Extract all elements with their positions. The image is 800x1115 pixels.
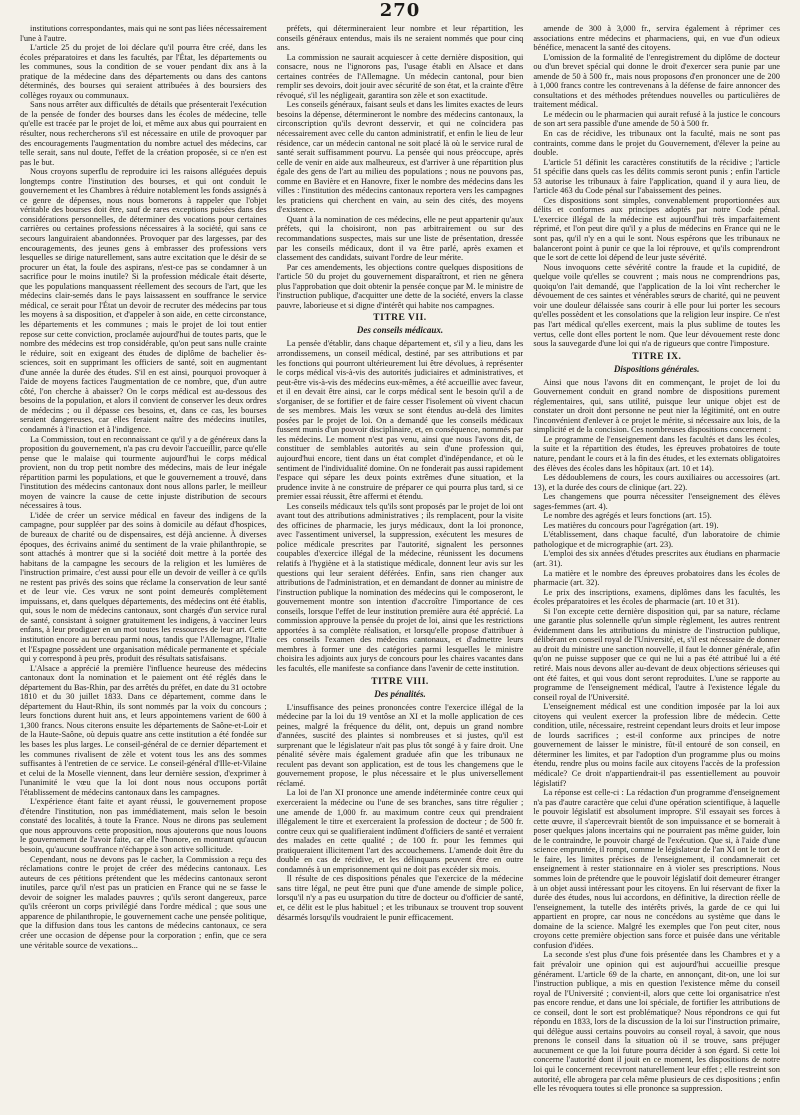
paragraph: amende de 300 à 3,000 fr., servira également à réprimer ces associations entre médecins et pharmaciens, qui, en vue d'un odieux bénéfice, menacent la santé des citoyens. [533, 24, 780, 53]
paragraph: préfets, qui détermineraient leur nombre et leur répartition, les conseils généraux entendus, mais ils ne seraient nommés que pour cinq ans. [276, 24, 524, 53]
paragraph: Cependant, nous ne devons pas le cacher, la Commission a reçu des réclamations contre le projet de créer des médecins cantonaux. Les auteurs de ces pétitions prétendent que les médecins cantonaux seront inutiles, parce qu'il n'est pas un praticien en France qui ne se fasse le devoir de soigner les malades pauvres ; qu'ils seront dangereux, parce qu'ils créeront un corps privilégié dans l'ordre médical ; que sous une apparence de philanthropie, le gouvernement cache une pensée politique, que la diffusion dans tous les cantons de médecins cantonaux, ce sera créer une occasion de dépense pour la corporation ; enfin, que ce sera une véritable source de vexations... [20, 854, 267, 950]
text-column-middle [277, 24, 524, 1110]
paragraph: La seconde s'est plus d'une fois présentée dans les Chambres et y a fait prévaloir une opinion qui est aujourd'hui accueillie presque générament. L'article 69 de la charte, en annonçant, dit-on, une loi sur l'instruction publique, a mis en question l'existence même du conseil royal de l'Université ; convient-il, alors que cette loi organisatrice n'est pas encore rendue, et dans une loi spéciale, de fortifier les attributions de ce conseil, dont le sort est problématique? Nous répondrons ce qui fut répondu en 1833, lors de la discussion de la loi sur l'instruction primaire, qui délègue aussi certains pouvoirs au conseil royal, à savoir, que nous prenons le conseil dans la situation où il se trouve, sans préjuger aucunement ce que la loi future pourra décider à son égard. Si cette loi concerne l'autorité dont il jouit en ce moment, les dispositions de notre loi qui le concernent recevront naturellement leur effet ; elle restreint son autorité, elle abrogera par cela même plusieurs de ces dispositions ; enfin elle les révoquera toutes si elle prononce sa suppression. [533, 950, 780, 1094]
section-title: TITRE IX. [631, 351, 682, 362]
paragraph: L'Alsace a apprécié la première l'influence heureuse des médecins cantonaux dont la nomination et le paiement ont été réglés dans le département du Bas-Rhin, par des arrêtés du préfet, en date du 31 octobre 1810 et du 30 juillet 1833. Dans ce département, comme dans le département du Haut-Rhin, ils sont nommés par la voix du concours ; leurs fonctions durent huit ans, et leurs appointemens varient de 600 à 1,300 francs. Nous citerons ensuite les départements de Saône-et-Loir et de la Haute-Saône, où depuis quatre ans cette institution a été fondée sur les bases les plus larges. Le conseil-général de ce dernier département et les communes rivalisent de zèle et votent tous les ans des sommes suffisantes à l'entretien de ce service. Le conseil-général d'Ille-et-Vilaine et celui de la Moselle viennent, dans leur dernière session, d'exprimer à l'unanimité le vœu que la loi dont nous nous occupons portât l'établissement de médecins cantonaux dans les campagnes. [20, 663, 267, 797]
paragraph: Ces dispositions sont simples, convenablement proportionnées aux délits et conformes aux principes adoptés par notre Code pénal. L'exercice illégal de la médecine est aujourd'hui très imparfaitement réprimé, et l'on peut dire qu'il y a plus de médecins en France qui ne le sont pas, qu'il n'y en a qui le sont. Nous espérons que les tribunaux ne balanceront point à punir ce que la loi réprouve, et qu'ils comprendront que le sort de cette loi dépend de leur juste sévérité. [533, 195, 780, 263]
paragraph: L'idée de créer un service médical en faveur des indigens de la campagne, pour suppléer par des soins à domicile au défaut d'hospices, de bureaux de charité ou de dispensaires, est déjà ancienne. À diverses époques, des écrivains animé du sentiment de la vraie philanthropie, se sont attachés à montrer que si la société doit mettre à la portée des habitans de la campagne les secours de la religion et les lumières de l'instruction primaire, c'est aussi pour elle un devoir de veiller à ce qu'ils ne restent pas privés des soins que réclame la conservation de leur santé et de leur vie. Ces vœux ne sont point demeurés complètement impuissans, et, dans quelques départements, des médecins ont été établis, qui, sous le nom de médecins cantonaux, sont chargés d'un service rural de santé, consistant à soigner gratuitement les indigens, à vacciner leurs enfans, à leur prodiguer en un mot toutes les ressources de leur art. Cette institution encore au berceau parmi nous, tandis que l'Allemagne, l'Italie et l'Espagne possèdent une organisation médicale permanente et spéciale qui y correspond à peu près, produit des résultats satisfaisans. [20, 510, 267, 664]
section-title: TITRE VIII. [371, 676, 429, 687]
paragraph: Les changemens que pourra nécessiter l'enseignement des élèves sages-femmes (art. 4). [533, 492, 780, 511]
paragraph: Le programme de l'enseignement dans les facultés et dans les écoles, la suite et la répartition des études, les épreuves probatoires de toute nature, pendant le cours et à la fin des études, et les externats obligatoires des élèves des écoles dans les hôpitaux (art. 10 et 14). [533, 434, 780, 473]
paragraph: Les conseils généraux, faisant seuls et dans les limites exactes de leurs besoins la dépense, détermineront le nombre des médecins cantonaux, la circonscription qu'ils devront desservir, et qui ne coïncidera pas nécessairement avec celle du canton administratif, et enfin le lieu de leur résidence, car un médecin cantonal ne soit placé là où le service rural de santé serait suffisamment pourvu. La pensée qui nous préoccupe, après celle de venir en aide aux malheureux, est d'arriver à une répartition plus égale des gens de l'art au milieu des populations ; nous ne pouvons pas, comme en Bavière et en Hanovre, fixer le nombre des médecins dans les villes : l'institution des médecins cantonaux reportera vers les campagnes les praticiens qui cherchent en vain, au sein des cités, des moyens d'existence. [276, 100, 524, 215]
text-column-left [20, 24, 267, 1110]
paragraph: L'expérience étant faite et ayant réussi, le gouvernement propose d'étendre l'institution, non pas immédiatement, mais selon le besoin constaté des localités, à toute la France. Nous ne dirons pas seulement que nous approuvons cette proposition, nous ajouterons que nous louons le gouvernement de l'avoir faite, car elle l'honore, en montrant qu'aucun besoin, qu'aucune souffrance n'échappe à son active sollicitude. [20, 797, 267, 855]
paragraph: La Commission, tout en reconnaissant ce qu'il y a de généreux dans la proposition du gouvernement, n'a pas cru devoir l'accueillir, parce qu'elle pense que le malaise qui tourmente aujourd'hui le corps médical provient, non du trop petit nombre des médecins, mais de leur inégale répartition parmi les populations, et que le gouvernement a trouvé, dans l'institution des médecins cantonaux dont nous allons parler, le meilleur moyen de vaincre la cause de cette injuste distribution de secours nécessaires à tous. [20, 434, 267, 511]
section-subtitle: Dispositions générales. [613, 363, 700, 374]
paragraph: La réponse est celle-ci : La rédaction d'un programme d'enseignement n'a pas d'autre caractère que celui d'une opération scientifique, à laquelle le pouvoir législatif est absolument impropre. S'il essayait ses forces à cette œuvre, il s'apercevrait bientôt de son impuissance et se bornerait à poser quelques jalons incertains qui ne pourraient pas même guider, loin de le contraindre, le pouvoir chargé de l'exécution. Que si, à l'aide d'une science empruntée, il rompt, comme le législateur de l'an XI ont le tort de le faire, les limites précises de l'enseignement, il condamnerait cet enseignement à rester stationnaire en à violer ses prescriptions. Nous sommes loin de prétendre que le pouvoir législatif doit demeurer étranger à un objet aussi intéressant pour les citoyens. En lui réservant de fixer la durée des études, nous lui accordons, en définitive, la direction réelle de l'enseignement, la tutelle des intérêts privés, la garde de ce qui lui appartient en propre, car nous ne concédons au système que dans le domaine de la science. Malgré les exemples que l'on peut citer, nous croyons cette première objection sans force et puisée dans une véritable confusion d'idées. [533, 788, 780, 950]
section-title: TITRE VII. [373, 313, 427, 324]
paragraph: Le médecin ou le pharmacien qui aurait refusé à la justice le concours de son art sera passible d'une amende de 50 à 500 fr. [533, 109, 780, 129]
paragraph: La pensée d'établir, dans chaque département et, s'il y a lieu, dans les arrondissemens, un conseil médical, destiné, par ses attributions et par les fonctions qui pourront ultérieurement lui être dévolues, à représenter le corps médical vis-à-vis des autorités judiciaires et administratives, et peut-être vis-à-vis des médecins eux-mêmes, a été accueillie avec faveur, et il en devait être ainsi, car le corps médical sent le besoin qu'il a de s'organiser, de se fortifier et de faire cesser l'isolement où vivent chacun de ses membres. Mais les vœux se sont étendus au-delà des limites posées par le projet de loi. On a demandé que les conseils médicaux fussent munis d'un pouvoir disciplinaire, et, en conséquence, nommés par les médecins. Le moment n'est pas venu, ainsi que nous l'avons dit, de constituer de semblables autorités au sein d'une profession qui, aujourd'hui encore, tient dans un état complet d'indépendance, et où le sentiment de l'individualité domine. On ne fonderait pas aussi rapidement l'espace qui sépare les deux points extrêmes d'une situation, et la prudence invite à ne construire de préparer ce qui pourra plus tard, si ce premier essai réussit, être affermi et étendu. [276, 339, 524, 502]
text-column-right [533, 24, 780, 1110]
paragraph: Nous invoquons cette sévérité contre la fraude et la cupidité, de quelque voile qu'elles se couvrent ; mais nous ne comprendrions pas, quoiqu'on l'ait demandé, que l'application de la loi vînt rechercher le dévouement de ces saintes et vénérables sœurs de charité, qui ne peuvent voir une douleur délaissée sans courir à elle pour lui porter les secours qu'elles possèdent et les consolations que la religion leur inspire. Ce n'est pas l'art médical qu'elles exercent, mais la plus sublime de toutes les vertus, celle dont elles portent le nom. Que leur dévouement reste donc sous la sauvegarde d'une loi qui n'a de rigueurs que contre l'imposture. [533, 262, 780, 349]
paragraph: L'omission de la formalité de l'enregistrement du diplôme de docteur ou d'un brevet spécial qui donne le droit d'exercer sera punie par une amende de 50 à 500 fr., mais nous proposons d'en prononcer une de 200 à 1,000 francs contre les contrevenans à la défense de faire annoncer des consultations et des méthodes prétendues nouvelles ou particulières de traitement médical. [533, 52, 780, 110]
section-subtitle: Des conseils médicaux. [356, 325, 444, 336]
paragraph: Le prix des inscriptions, examens, diplômes dans les facultés, les écoles préparatoires et les écoles de pharmacie (art. 10 et 31). [533, 587, 780, 607]
paragraph: La commission ne saurait acquiescer à cette dernière disposition, qui consacre, nous ne l'ignorons pas, l'usage établi en Alsace et dans certaines contrées de l'Allemagne. Un médecin cantonal, pour bien remplir ses devoirs, doit jouir avec sécurité de son état, et la crainte d'être révoqué, s'il les négligeait, garantira son zèle et son exactitude. [276, 52, 524, 100]
paragraph: L'établissement, dans chaque faculté, d'un laboratoire de chimie pathologique et de micrographie (art. 23). [533, 530, 780, 549]
paragraph: institutions correspondantes, mais qui ne sont pas liées nécessairement l'une à l'autre. [20, 24, 267, 43]
paragraph: Nous croyons superflu de reproduire ici les raisons alléguées depuis longtemps contre l'institution des bourses, et qui ont conduit le gouvernement et les Chambres à réduire notablement les fonds assignés à ce genre de dépenses, nous nous bornerons à rappeler que l'objet véritable des bourses doit être, sauf de rares exceptions puisées dans des considérations personnelles, de déterminer des vocations pour certaines carrières ou certaines professions nécessaires à la société, qui sans ce secours languiraient abandonnées. Provoquer par des largesses, par des encouragements, des jeunes gens à embrasser des professions vers lesquelles se dirige naturellement, sans autre excitation que le désir de se procurer un état, la foule des aspirans, n'est-ce pas se condamner à un sacrifice pour le moins inutile? Si la profession médicale était déserte, que les populations manquassent réellement des secours de l'art, que les médecins clair-semés dans le pays laissassent en souffrance le service médical, ce serait pour l'État un devoir de recruter des médecins par tous les moyens à sa disposition, et d'appeler à son aide, en cette circonstance, les départements et les communes ; mais le projet de loi tout entier repose sur cette conviction, proclamée aujourd'hui de toutes parts, que le nombre des médecins est trop considérable, qu'on peut sans nulle crainte le réduire, soit en exigeant des études de diplôme de bachelier ès-sciences, soit en supprimant les officiers de santé, soit en augmentant d'une année la durée des études. S'il en est ainsi, pourquoi provoquer à l'aide de moyens factices l'augmentation de ce nombre, que, d'un autre côté, l'on cherche à abaisser? On le corps médical est au-dessous des besoins de la population, et alors il convient de conserver les deux ordres de médecins ; ou il dépasse ces besoins, et, dans ce cas, les bourses seraient dangereuses, car elles feraient naître des médecins inutiles, condamnés à l'inaction et à l'indigence. [20, 167, 267, 434]
paragraph: Si l'on excepte cette dernière disposition qui, par sa nature, réclame une garantie plus solennelle qu'un simple règlement, les autres rentrent évidemment dans les attributions du ministre de l'instruction publique, délibérant en conseil royal de l'Université, et, s'il est nécessaire de donner au droit du ministre une sanction nouvelle, il faut le donner générale, afin qu'on ne puisse supposer que ce qui ne lui a pas été attribué lui a été retiré. Mais nous devons aller au-devant de deux objections sérieuses qui ont été faites, et qui vous dont seront reproduites. L'une se rapporte au programme de l'enseignement médical, l'autre à l'existence légale du conseil royal de l'Université. [533, 606, 780, 702]
paragraph: Les conseils médicaux tels qu'ils sont proposés par le projet de loi ont avant tout des attributions administratives ; ils remplacent, pour la visite des officines de pharmacie, les jurys médicaux, dont la loi prononce, avec l'assentiment universel, la suppression, exécutent les mesures de police médicale prescrites par l'autorité, signalent les personnes coupables d'exercice illégal de la médecine, réunissent les documens relatifs à l'hygiène et à la statistique médicale, donnent leur avis sur les questions qui leur seraient déférées. Enfin, sans rien changer aux attributions de l'administration, et en demandant de donner au ministre de l'instruction publique la nomination des médecins qui le composeront, le gouvernement montre son intention d'accroître l'importance de ces conseils, lorsque l'effet de leur institution première aura été apprécié. La commission approuve la pensée du projet de loi, ainsi que les restrictions apportées à sa complète réalisation, et lorsqu'elle propose d'attribuer à ces conseils l'examen des médecins cantonaux, et d'admettre leurs membres à former une des catégories parmi lesquelles le ministre choisira les adjoints aux jurys de concours pour les chaires vacantes dans les facultés, elle manifeste sa confiance dans l'avenir de cette institution. [276, 501, 524, 673]
page-number: 270 [379, 0, 421, 21]
paragraph: La loi de l'an XI prononce une amende indéterminée contre ceux qui exerceraient la médecine ou l'une de ses branches, sans titre régulier ; une amende de 1,000 fr. au maximum contre ceux qui prendraient illégalement le titre et exerceraient la profession de docteur ; de 500 fr. contre ceux qui se qualifieraient indûment d'officiers de santé et verraient des malades en cette qualité ; de 100 fr. pour les femmes qui pratiqueraient illicitement l'art des accouchemens. L'amende doit être du double en cas de récidive, et les délinquans peuvent être en outre condamnés à un emprisonnement qui ne doit pas excéder six mois. [276, 788, 524, 874]
paragraph: Par ces amendements, les objections contre quelques dispositions de l'article 50 du projet du gouvernement disparaîtront, et rien ne gênera plus l'approbation que doit obtenir la pensée conçue par M. le ministre de l'instruction publique, d'acquitter une dette de la société, envers la classe pauvre, laborieuse et si digne d'intérêt qui habite nos campagnes. [276, 262, 524, 310]
paragraph: Sans nous arrêter aux difficultés de détails que présenterait l'exécution de la pensée de fonder des bourses dans les écoles de médecine, telle qu'elle est tracée par le projet de loi, et même aux abus qui pourraient en résulter, nous rechercherons s'il est nécessaire en utile de provoquer par des encouragements l'augmentation du nombre actuel des médecins, car telle serait, sans nul doute, l'effet de la création proposée, si ce n'en est pas le but. [20, 100, 267, 167]
paragraph: En cas de récidive, les tribunaux ont la faculté, mais ne sont pas contraints, comme dans le projet du Gouvernement, d'élever la peine au double. [533, 129, 780, 158]
paragraph: La matière et le nombre des épreuves probatoires dans les écoles de pharmacie (art. 32). [533, 568, 780, 588]
paragraph: Quant à la nomination de ces médecins, elle ne peut appartenir qu'aux préfets, qui la choisiront, non pas arbitrairement ou sur des recommandations suspectes, mais sur une liste de présentation, dressée par les conseils médicaux, dont il va être parlé, après examen et classement des candidats, suivant l'ordre de leur mérite. [276, 214, 524, 263]
paragraph: Il résulte de ces dispositions pénales que l'exercice de la médecine sans titre légal, ne peut être puni que d'une amende de simple police, lorsqu'il n'y a pas eu usurpation du titre de docteur ou d'officier de santé, et, ce délit est le plus habituel ; et les tribunaux se trouvent trop souvent désarmés lorsqu'ils voudraient le punir efficacement. [276, 874, 524, 922]
paragraph: L'enseignement médical est une condition imposée par la loi aux citoyens qui veulent exercer la profession libre de médecin. Cette condition, utile, nécessaire, restreint cependant leurs droits et leur impose de lourds sacrifices ; est-il conforme aux principes de notre gouvernement de laisser le ministre, fût-il entouré de son conseil, en déterminer les limites, et par l'adoption d'un programme plus ou moins étendu, rendre plus ou moins facile aux citoyens l'accès de la profession médicale? Ce droit n'appartiendrait-il pas essentiellement au pouvoir législatif? [533, 702, 780, 788]
text-columns [20, 24, 780, 1110]
page-header [0, 0, 800, 22]
paragraph: L'article 51 définit les caractères constitutifs de la récidive ; l'article 51 spécifie dans quels cas les délits commis seront punis ; enfin l'article 53 autorise les tribunaux à faire l'application, quand il y aura lieu, de l'article 463 du Code pénal sur l'abaissement des peines. [533, 157, 780, 196]
paragraph: Ainsi que nous l'avons dit en commençant, le projet de loi du Gouvernement conduit en grand nombre de dispositions purement réglementaires, qui, sans utilité, puisque leur unique objet est de constater un droit dont personne ne peut nier la légitimité, ont en outre l'inconvénient d'enlever à ce projet le mérite, si nécessaire aux lois, de la simplicité et de la concision. Ces nombreuses dispositions concernent : [533, 377, 780, 435]
paragraph: Le nombre des agrégés et leurs fonctions (art. 15). [543, 511, 712, 521]
paragraph: L'insuffisance des peines prononcées contre l'exercice illégal de la médecine par la loi du 19 ventôse an XI et la molle application de ces peines, malgré la fréquence du délit, ont, depuis un grand nombre d'années, suscité des plaintes si nombreuses et si justes, qu'il est surprenant que le législateur n'ait pas plus tôt songé à y faire droit. Une pénalité sévère mais également graduée afin que les tribunaux ne reculent pas devant son application, est de tous les changemens que le gouvernement propose, le plus nécessaire et le plus universellement réclamé. [276, 702, 524, 788]
paragraph: Les dédoublemens de cours, les cours auxiliaires ou accessoires (art. 13), et la durée des cours de clinique (art. 22). [533, 473, 780, 492]
paragraph: L'article 25 du projet de loi déclare qu'il pourra être créé, dans les écoles préparatoires et dans les facultés, par l'État, les départements ou les communes, sous la condition de se vouer pendant dix ans à la pratique de la médecine dans des départements ou dans des cantons déterminés, des bourses qui seraient attribuées à des boursiers des collèges royaux ou communaux. [20, 43, 267, 100]
paragraph: Les matières du concours pour l'agrégation (art. 19). [543, 520, 719, 530]
paragraph: L'emploi des six années d'études prescrites aux étudians en pharmacie (art. 31). [533, 549, 780, 568]
section-subtitle: Des pénalités. [374, 688, 426, 699]
